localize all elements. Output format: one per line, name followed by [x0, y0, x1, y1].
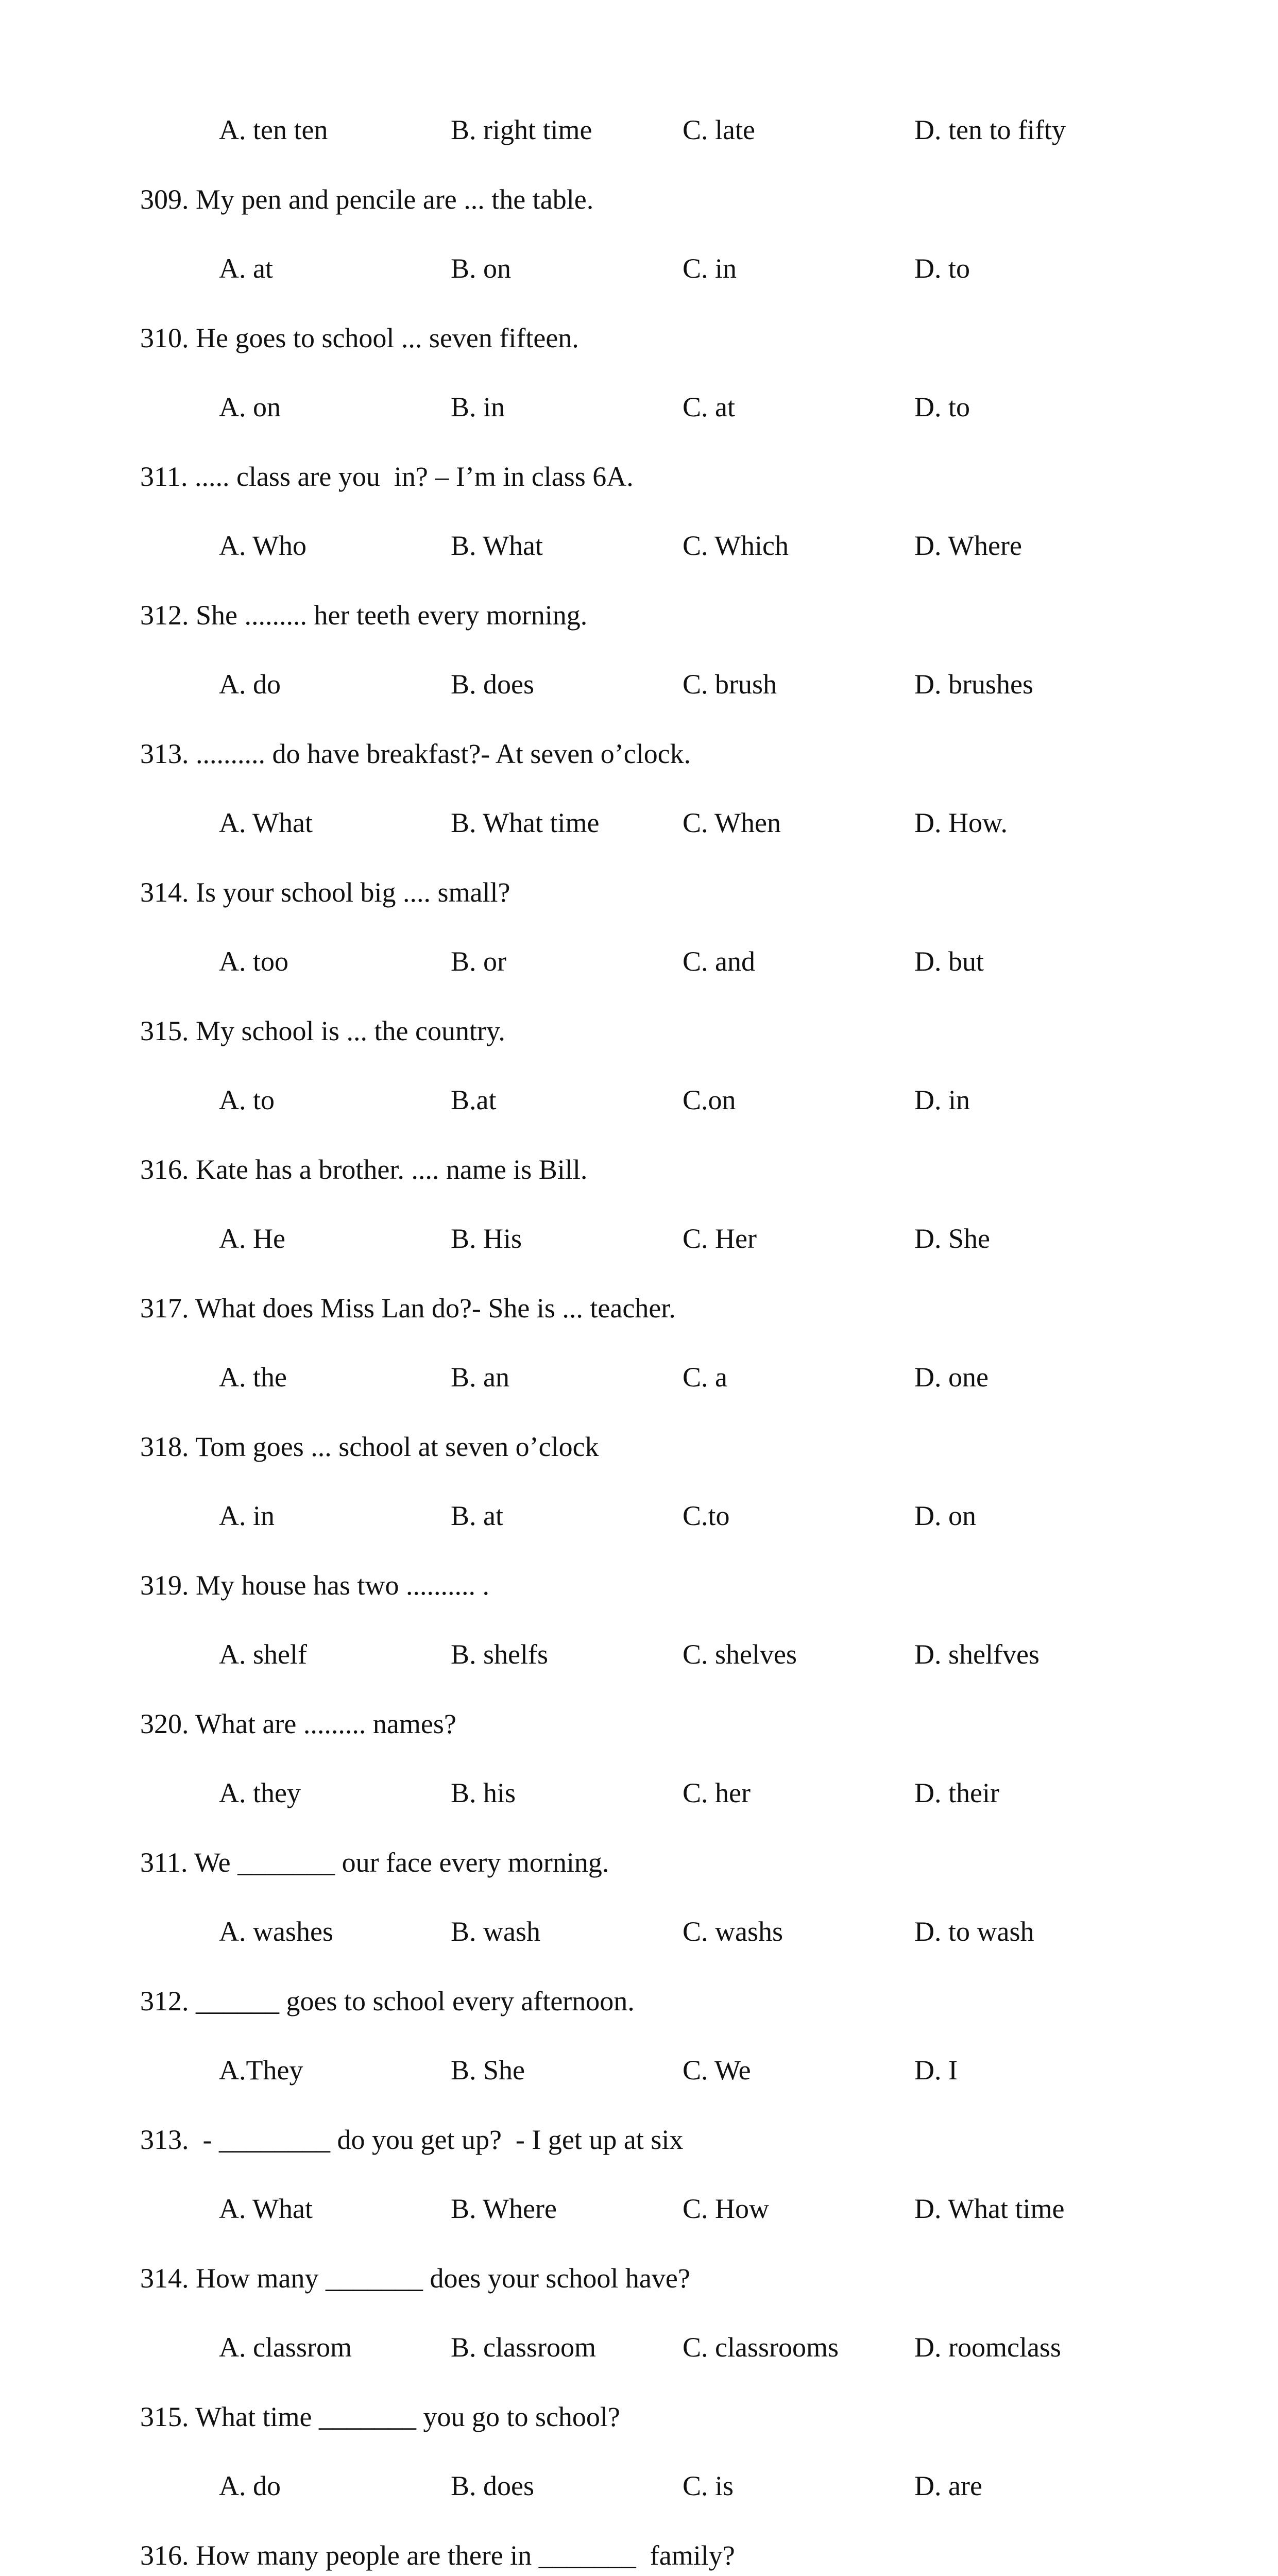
question-line: [0, 598, 1278, 633]
option-c: C. classrooms: [683, 2332, 839, 2363]
question-line: [0, 2261, 1278, 2296]
question-text: 310. He goes to school ... seven fifteen.: [140, 322, 579, 353]
question-line: [0, 875, 1278, 910]
option-c: C. shelves: [683, 1639, 797, 1670]
question-line: [0, 1429, 1278, 1464]
question-line: [0, 459, 1278, 494]
option-b: B. She: [451, 2055, 525, 2086]
question-line: [0, 1706, 1278, 1741]
option-b: B. or: [451, 946, 506, 977]
question-text: 311. We _______ our face every morning.: [140, 1846, 609, 1878]
option-a: A. He: [219, 1223, 285, 1254]
option-b: B. shelfs: [451, 1639, 548, 1670]
question-text: 314. Is your school big .... small?: [140, 876, 510, 908]
option-a: A. on: [219, 392, 281, 422]
option-b: B. in: [451, 392, 505, 422]
option-a: A. classrom: [219, 2332, 352, 2363]
option-b: B. does: [451, 669, 534, 700]
option-d: D. to: [914, 392, 970, 422]
option-a: A. Who: [219, 530, 306, 561]
option-a: A. they: [219, 1777, 301, 1808]
options-row: [0, 251, 1278, 286]
option-d: D. on: [914, 1500, 976, 1531]
question-text: 314. How many _______ does your school have?: [140, 2262, 690, 2294]
option-c: C. Her: [683, 1223, 757, 1254]
option-d: D. their: [914, 1777, 999, 1808]
question-text: 315. My school is ... the country.: [140, 1015, 505, 1046]
option-b: B. classroom: [451, 2332, 596, 2363]
question-line: [0, 1845, 1278, 1880]
option-b: B. wash: [451, 1916, 540, 1947]
option-c: C. is: [683, 2470, 734, 2501]
question-line: [0, 1568, 1278, 1603]
question-line: [0, 1152, 1278, 1187]
question-text: 315. What time _______ you go to school?: [140, 2401, 620, 2432]
question-text: 317. What does Miss Lan do?- She is ... teacher.: [140, 1292, 676, 1324]
option-d: D. What time: [914, 2193, 1065, 2224]
options-row: [0, 2330, 1278, 2365]
question-line: [0, 2122, 1278, 2157]
option-a: A. the: [219, 1362, 287, 1393]
options-row: [0, 2053, 1278, 2088]
option-a: A. to: [219, 1084, 275, 1115]
question-line: [0, 2399, 1278, 2434]
option-a: A. in: [219, 1500, 275, 1531]
options-row: [0, 1498, 1278, 1533]
question-line: [0, 1291, 1278, 1326]
option-a: A. at: [219, 253, 273, 284]
option-b: B. an: [451, 1362, 509, 1393]
option-b: B. His: [451, 1223, 522, 1254]
question-text: 313. .......... do have breakfast?- At seven o’clock.: [140, 738, 691, 769]
option-b: B. right time: [451, 114, 592, 145]
options-row: [0, 389, 1278, 425]
question-text: 318. Tom goes ... school at seven o’clock: [140, 1431, 599, 1462]
option-a: A. What: [219, 807, 313, 838]
option-b: B. What time: [451, 807, 600, 838]
option-c: C. washs: [683, 1916, 783, 1947]
options-row: [0, 2191, 1278, 2226]
question-text: 316. Kate has a brother. .... name is Bill.: [140, 1154, 588, 1185]
question-text: 309. My pen and pencile are ... the table.: [140, 183, 594, 215]
option-c: C. a: [683, 1362, 727, 1393]
question-text: 312. She ......... her teeth every morning.: [140, 599, 588, 631]
option-a: A. shelf: [219, 1639, 307, 1670]
option-a: A. too: [219, 946, 288, 977]
option-d: D. to: [914, 253, 970, 284]
question-line: [0, 182, 1278, 217]
option-d: D. roomclass: [914, 2332, 1061, 2363]
option-c: C.to: [683, 1500, 730, 1531]
option-d: D. one: [914, 1362, 989, 1393]
options-row: [0, 1221, 1278, 1256]
option-a: A. do: [219, 669, 281, 700]
option-a: A.They: [219, 2055, 303, 2086]
option-d: D. ten to fifty: [914, 114, 1066, 145]
option-d: D. to wash: [914, 1916, 1034, 1947]
option-d: D. but: [914, 946, 984, 977]
question-text: 313. - ________ do you get up? - I get up at six: [140, 2124, 684, 2155]
option-b: B. at: [451, 1500, 503, 1531]
option-c: C. brush: [683, 669, 777, 700]
option-d: D. She: [914, 1223, 990, 1254]
option-c: C. When: [683, 807, 781, 838]
options-row: [0, 2468, 1278, 2503]
options-row: [0, 1082, 1278, 1117]
question-text: 320. What are ......... names?: [140, 1708, 456, 1739]
option-d: D. How.: [914, 807, 1008, 838]
options-row: [0, 1637, 1278, 1672]
option-c: C. and: [683, 946, 755, 977]
options-row: [0, 112, 1278, 147]
question-text: 316. How many people are there in _______ family?: [140, 2539, 735, 2571]
option-c: C. Which: [683, 530, 789, 561]
option-a: A. do: [219, 2470, 281, 2501]
question-line: [0, 736, 1278, 771]
option-c: C. her: [683, 1777, 751, 1808]
options-row: [0, 944, 1278, 979]
option-b: B. What: [451, 530, 543, 561]
option-d: D. shelfves: [914, 1639, 1040, 1670]
options-row: [0, 805, 1278, 840]
options-row: [0, 1775, 1278, 1810]
option-c: C. late: [683, 114, 755, 145]
option-d: D. are: [914, 2470, 982, 2501]
options-row: [0, 667, 1278, 702]
options-row: [0, 1914, 1278, 1949]
options-row: [0, 1360, 1278, 1395]
question-line: [0, 320, 1278, 355]
option-d: D. I: [914, 2055, 958, 2086]
question-text: 311. ..... class are you in? – I’m in class 6A.: [140, 461, 634, 492]
option-b: B. his: [451, 1777, 516, 1808]
option-a: A. washes: [219, 1916, 333, 1947]
option-d: D. brushes: [914, 669, 1033, 700]
option-c: C. How: [683, 2193, 770, 2224]
option-b: B. on: [451, 253, 512, 284]
option-c: C. at: [683, 392, 735, 422]
option-d: D. in: [914, 1084, 970, 1115]
question-line: [0, 1984, 1278, 2019]
question-line: [0, 2538, 1278, 2573]
options-row: [0, 528, 1278, 563]
option-b: B. Where: [451, 2193, 557, 2224]
option-c: C. We: [683, 2055, 751, 2086]
question-line: [0, 1013, 1278, 1048]
option-a: A. ten ten: [219, 114, 328, 145]
question-text: 312. ______ goes to school every afternoon.: [140, 1985, 635, 2016]
option-a: A. What: [219, 2193, 313, 2224]
option-b: B.at: [451, 1084, 497, 1115]
option-c: C.on: [683, 1084, 736, 1115]
option-b: B. does: [451, 2470, 534, 2501]
option-d: D. Where: [914, 530, 1022, 561]
question-text: 319. My house has two .......... .: [140, 1569, 489, 1601]
option-c: C. in: [683, 253, 737, 284]
